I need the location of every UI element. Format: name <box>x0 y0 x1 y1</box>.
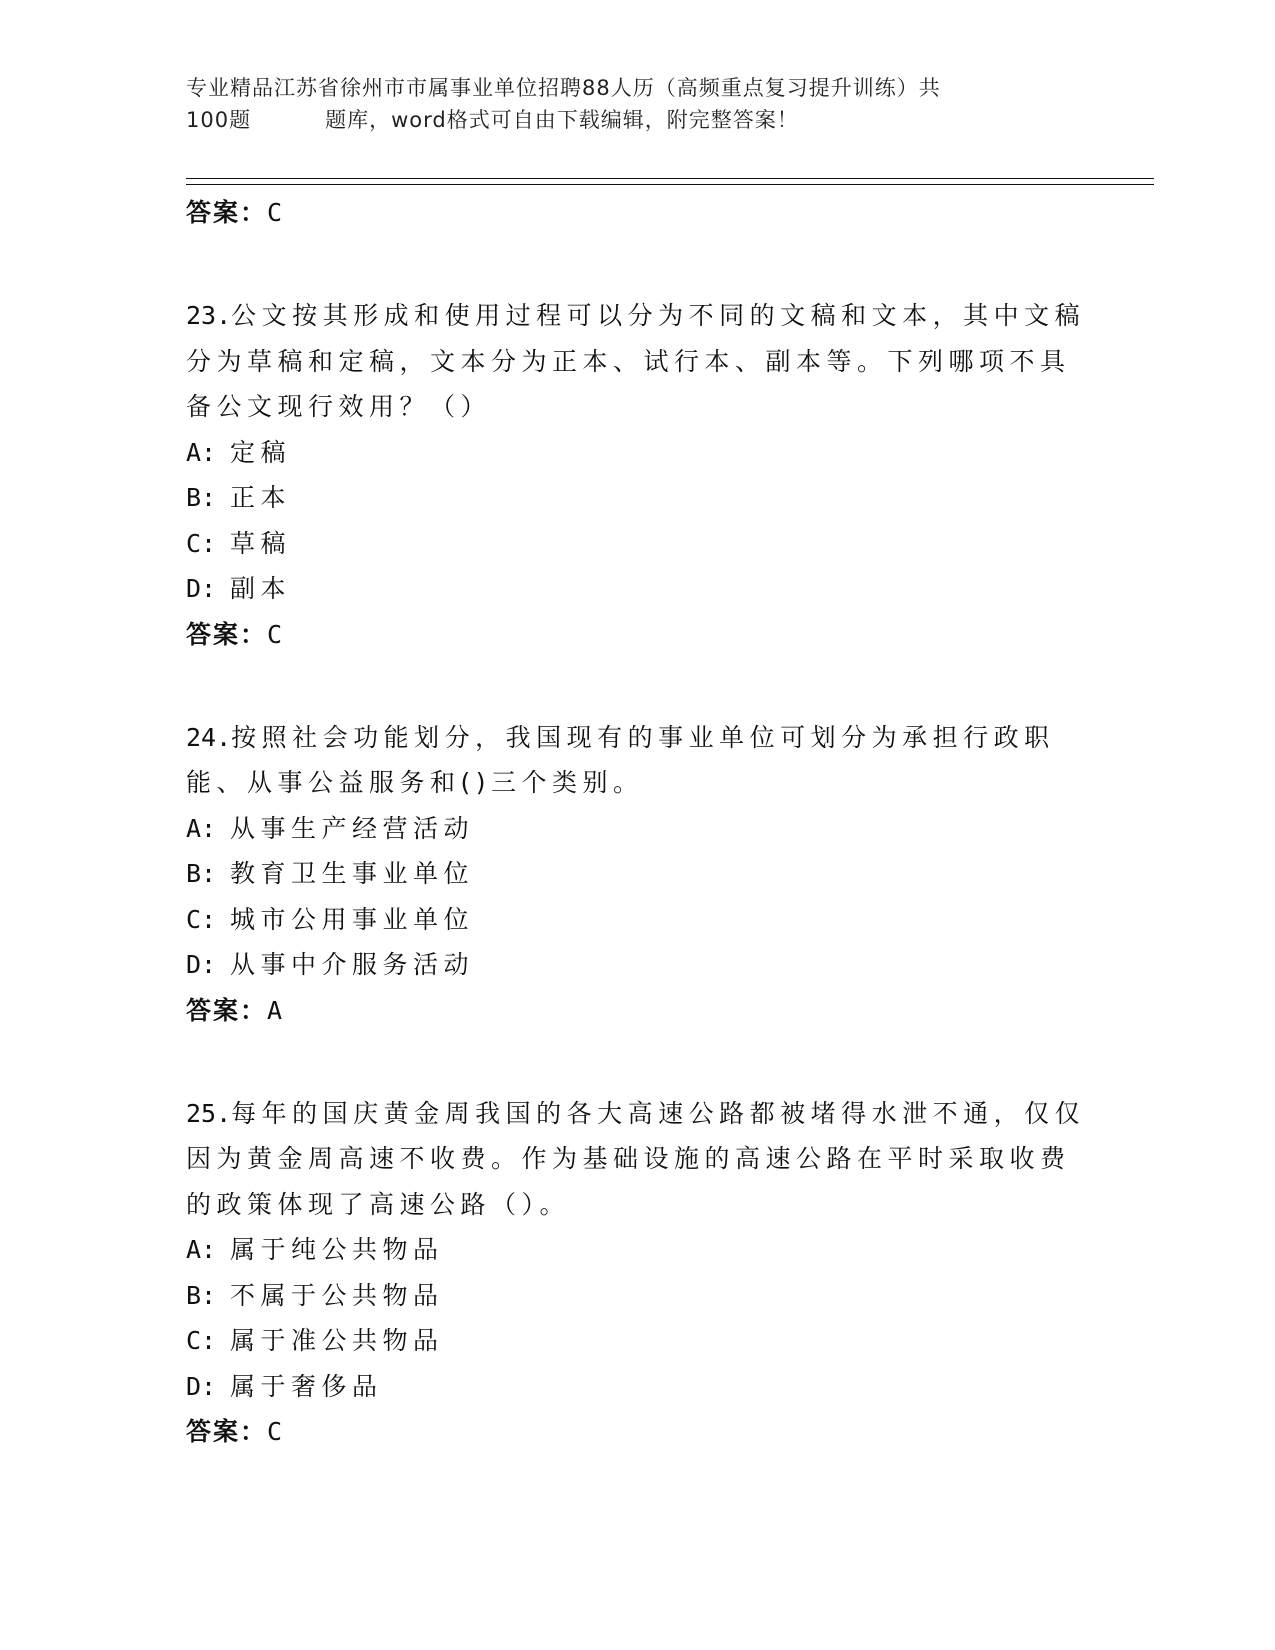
answer-label: 答案： <box>186 995 268 1025</box>
option-text: 定稿 <box>230 437 292 467</box>
option-text: 城市公用事业单位 <box>230 904 475 934</box>
question-number: 24. <box>186 722 232 752</box>
header-line-2 <box>186 104 1086 136</box>
document-body <box>186 190 1086 1454</box>
question-body: 公文按其形成和使用过程可以分为不同的文稿和文本，其中文稿分为草稿和定稿，文本分为正本、试行本、副本等。下列哪项不具备公文现行效用？（） <box>186 301 1086 421</box>
answer-label: 答案： <box>186 1417 268 1446</box>
option-text: 属于准公共物品 <box>230 1326 444 1355</box>
header-divider-bottom <box>186 184 1154 185</box>
option-b <box>186 851 1086 897</box>
option-c <box>186 1318 1086 1364</box>
option-d <box>186 1364 1086 1410</box>
question-answer <box>186 612 1086 657</box>
option-text: 草稿 <box>230 528 292 558</box>
option-text: 教育卫生事业单位 <box>230 859 475 888</box>
question-number: 25. <box>186 1098 232 1128</box>
option-d <box>186 566 1086 612</box>
option-letter: A: <box>186 437 217 467</box>
option-text: 从事中介服务活动 <box>230 950 475 979</box>
option-c <box>186 521 1086 567</box>
option-letter: B: <box>186 859 217 888</box>
option-a <box>186 1227 1086 1273</box>
question-answer <box>186 1409 1086 1454</box>
question-number: 23. <box>186 301 232 330</box>
option-letter: C: <box>186 904 217 934</box>
answer-label: 答案： <box>186 198 268 227</box>
option-letter: D: <box>186 950 217 979</box>
option-text: 正本 <box>230 483 292 512</box>
previous-answer <box>186 190 1086 235</box>
header-line-1: 专业精品江苏省徐州市市属事业单位招聘88人历（高频重点复习提升训练）共 <box>186 76 941 100</box>
option-b <box>186 475 1086 521</box>
answer-value: C <box>267 198 285 227</box>
option-letter: A: <box>186 1235 217 1264</box>
header-description: 题库，word格式可自由下载编辑，附完整答案！ <box>325 108 799 132</box>
option-a <box>186 430 1086 476</box>
option-letter: C: <box>186 1326 217 1355</box>
option-letter: B: <box>186 1280 217 1310</box>
question-answer <box>186 988 1086 1033</box>
option-letter: B: <box>186 483 217 512</box>
header-divider-top <box>186 178 1154 179</box>
option-letter: C: <box>186 528 217 558</box>
option-letter: A: <box>186 813 217 843</box>
answer-value: C <box>267 619 285 649</box>
option-d <box>186 942 1086 988</box>
option-text: 副本 <box>230 574 292 603</box>
answer-value: C <box>267 1417 285 1446</box>
header-question-count: 100题 <box>186 108 252 132</box>
option-c <box>186 897 1086 943</box>
question-body: 按照社会功能划分，我国现有的事业单位可划分为承担行政职能、从事公益服务和()三个类别。 <box>186 722 1055 797</box>
question-24 <box>186 715 1086 1033</box>
option-text: 属于纯公共物品 <box>230 1235 444 1264</box>
question-text <box>186 1091 1086 1228</box>
question-23 <box>186 293 1086 657</box>
option-text: 从事生产经营活动 <box>230 813 475 843</box>
option-text: 不属于公共物品 <box>230 1280 444 1310</box>
question-25 <box>186 1091 1086 1455</box>
question-body: 每年的国庆黄金周我国的各大高速公路都被堵得水泄不通，仅仅因为黄金周高速不收费。作为基础设施的高速公路在平时采取收费的政策体现了高速公路（）。 <box>186 1098 1086 1219</box>
option-letter: D: <box>186 1371 217 1401</box>
document-header <box>186 72 1086 136</box>
option-a <box>186 806 1086 852</box>
question-text <box>186 715 1086 806</box>
option-letter: D: <box>186 574 217 603</box>
answer-label: 答案： <box>186 619 268 649</box>
question-text <box>186 293 1086 430</box>
answer-value: A <box>267 995 285 1025</box>
option-b <box>186 1273 1086 1319</box>
option-text: 属于奢侈品 <box>230 1371 383 1401</box>
